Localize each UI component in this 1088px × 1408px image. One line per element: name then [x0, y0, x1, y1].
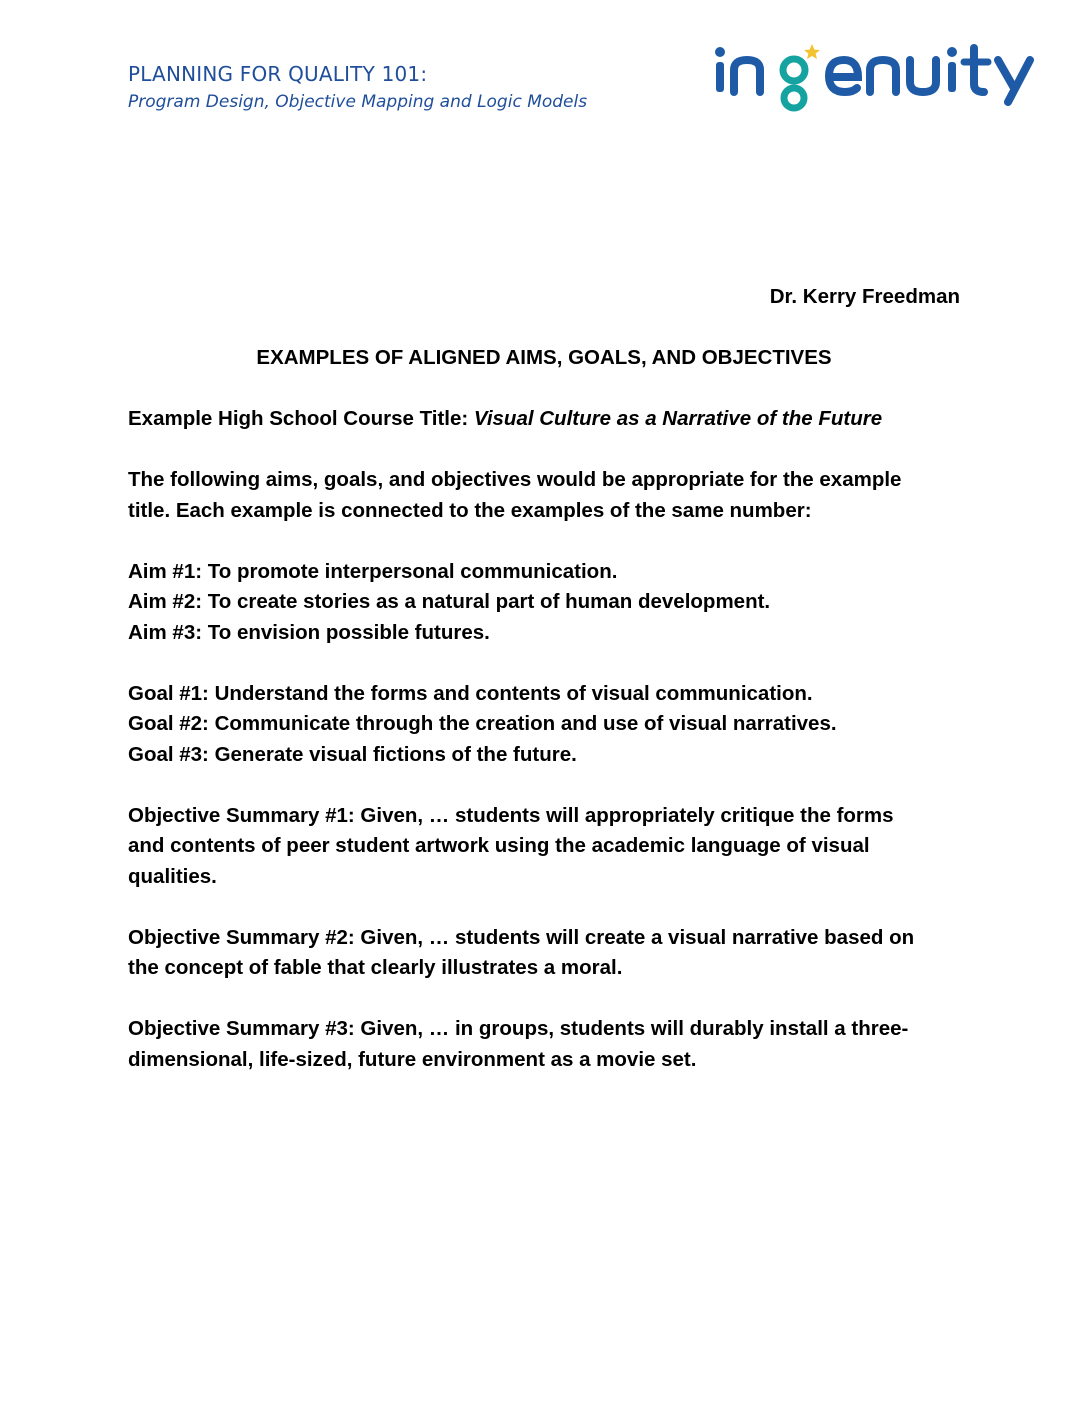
document-body: [128, 282, 960, 1075]
objective-1-line: qualities.: [128, 864, 217, 888]
objective-2-line: the concept of fable that clearly illustrates a moral.: [128, 956, 623, 979]
aim-item: Aim #1: To promote interpersonal communication.: [128, 559, 618, 583]
aim-item: Aim #2: To create stories as a natural part of human development.: [128, 590, 771, 613]
ingenuity-logo: [712, 40, 1052, 115]
objective-1-line: Objective Summary #1: Given, … students will appropriately critique the forms: [128, 803, 894, 827]
goal-item: Goal #3: Generate visual fictions of the future.: [128, 742, 577, 766]
intro-line: The following aims, goals, and objectives would be appropriate for the example: [128, 468, 902, 491]
document-title: EXAMPLES OF ALIGNED AIMS, GOALS, AND OBJECTIVES: [256, 346, 832, 369]
objective-2-line: Objective Summary #2: Given, … students will create a visual narrative based on: [128, 925, 915, 949]
author-name: Dr. Kerry Freedman: [769, 285, 960, 308]
objective-3-line: Objective Summary #3: Given, … in groups, students will durably install a three-: [128, 1017, 909, 1040]
header-title: PLANNING FOR QUALITY 101:: [128, 62, 428, 86]
intro-line: title. Each example is connected to the examples of the same number:: [128, 498, 812, 522]
objective-3-line: dimensional, life-sized, future environment as a movie set.: [128, 1047, 697, 1071]
header-subtitle: Program Design, Objective Mapping and Logic Models: [128, 92, 588, 112]
goal-item: Goal #2: Communicate through the creation and use of visual narratives.: [128, 712, 837, 735]
course-label: Example High School Course Title:: [128, 407, 474, 430]
goal-item: Goal #1: Understand the forms and contents of visual communication.: [128, 681, 813, 705]
course-title: Visual Culture as a Narrative of the Future: [473, 407, 883, 430]
objective-1-line: and contents of peer student artwork using the academic language of visual: [128, 834, 870, 857]
aim-item: Aim #3: To envision possible futures.: [128, 620, 490, 644]
course-title-line: [128, 404, 960, 435]
